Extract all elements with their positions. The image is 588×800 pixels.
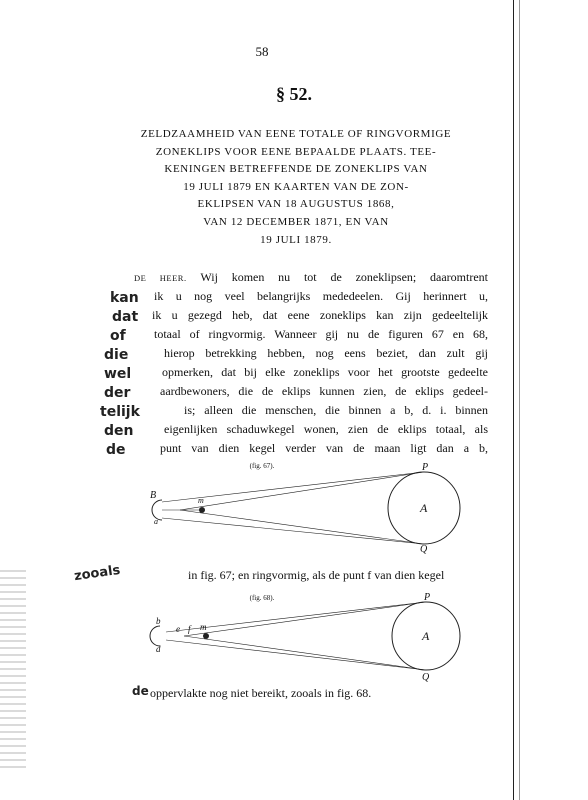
margin-word: kan (110, 290, 139, 306)
paragraph-line: totaal of ringvormig. Wanneer gij nu de figuren 67 en 68, (154, 327, 488, 341)
earth-arc (150, 626, 160, 646)
paragraph-line: ik u gezegd heb, dat eene zoneklips kan zijn gedeeltelijk (152, 308, 488, 322)
label-P: P (424, 592, 431, 603)
label-A: A (422, 629, 430, 643)
final-line: oppervlakte nog niet bereikt, zooals in fig. 68. (150, 686, 372, 700)
label-m: m (198, 496, 204, 505)
scan-artifact (0, 570, 26, 770)
label-m: m (200, 622, 207, 632)
body-paragraph (134, 268, 488, 458)
heading-line: 19 JULI 1879. (260, 233, 332, 246)
label-P: P (422, 462, 429, 473)
heading-line: EKLIPSEN VAN 18 AUGUSTUS 1868, (197, 198, 395, 211)
margin-word: wel (104, 366, 132, 382)
label-Q: Q (420, 544, 428, 555)
speaker-label: DE HEER. (134, 273, 187, 283)
page-edge-line (513, 0, 514, 800)
heading-line: 19 JULI 1879 EN KAARTEN VAN DE ZON- (183, 180, 409, 193)
paragraph-line: aardbewoners, die de eklips kunnen zien, de eklips gedeel- (160, 384, 488, 398)
margin-word-de: de (132, 684, 149, 698)
paragraph-line: punt van dien kegel verder van de maan ligt dan a b, (160, 441, 488, 455)
heading-line: ZONEKLIPS VOOR EENE BEPAALDE PLAATS. TEE- (155, 145, 437, 158)
paragraph-line: is; alleen die menschen, die binnen a b, d. i. binnen (184, 403, 488, 417)
paragraph-line: DE HEER. Wij komen nu tot de zoneklipsen; daaromtrent (134, 270, 488, 284)
label-Q: Q (422, 672, 430, 683)
heading-line: ZELDZAAMHEID VAN EENE TOTALE OF RINGVORMIGE (140, 128, 452, 140)
text-line: in fig. 67; en ringvormig, als de punt f van dien kegel (188, 568, 445, 582)
heading-line: KENINGEN BETREFFENDE DE ZONEKLIPS VAN (164, 163, 428, 176)
margin-word: der (104, 385, 131, 401)
margin-word: die (104, 347, 129, 363)
fig67-caption: (fig. 67). (249, 462, 275, 470)
heading-line: VAN 12 DECEMBER 1871, EN VAN (203, 215, 389, 228)
label-d: d (156, 644, 161, 654)
label-A: A (420, 501, 428, 515)
fig68-caption: (fig. 68). (249, 594, 275, 602)
paragraph-line: ik u nog veel belangrijks mededeelen. Gij herinnert u, (154, 289, 488, 303)
label-a: a (154, 517, 158, 526)
page-edge-line (519, 0, 520, 800)
paragraph-line: hierop betrekking hebben, nog eens beziet, dan zult gij (164, 346, 488, 360)
section-title: § 52. (276, 84, 312, 104)
label-B: B (150, 490, 157, 501)
margin-word: of (110, 328, 126, 344)
paragraph-line: eigenlijken schaduwkegel wonen, zien de eklips totaal, als (164, 422, 488, 436)
margin-word: dat (112, 309, 139, 325)
section-heading (118, 126, 474, 249)
label-f: f (188, 624, 191, 634)
label-b: b (156, 616, 161, 626)
paragraph-line: opmerken, dat bij elke zoneklips voor het grootste gedeelte (162, 365, 488, 379)
margin-word: telijk (100, 404, 140, 420)
page-number: 58 (255, 44, 269, 59)
label-e: e (176, 624, 180, 634)
margin-word-zooals: zooals (73, 562, 122, 585)
margin-word: den (104, 423, 134, 439)
margin-word: de (106, 442, 126, 458)
